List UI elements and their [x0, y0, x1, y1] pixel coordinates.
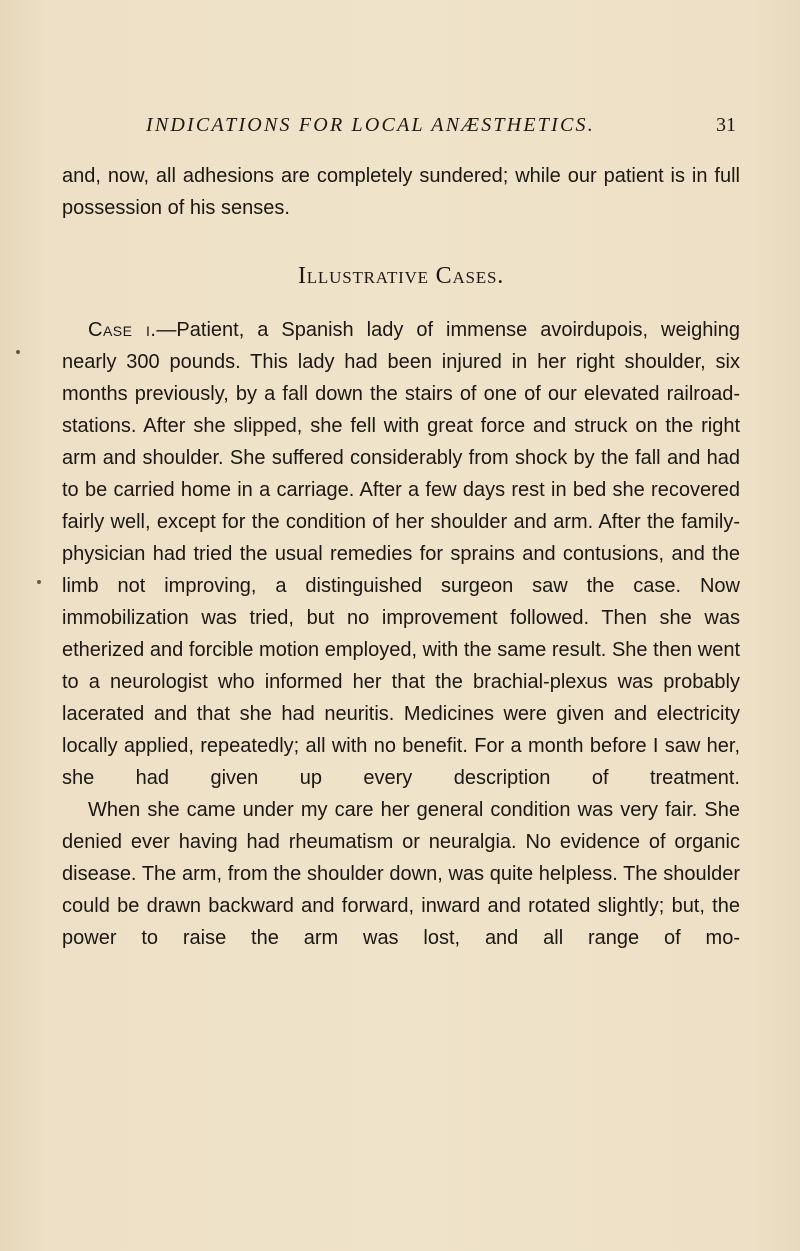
body-text: [62, 160, 740, 954]
case-label: Case i.: [88, 319, 157, 341]
page-speck: [16, 350, 20, 354]
intro-paragraph: and, now, all adhesions are completely sundered; while our patient is in full possession of his senses.: [62, 165, 740, 219]
case-1-paragraph: [62, 314, 740, 794]
paragraph-2: When she came under my care her general condition was very fair. She denied ever having had rheumatism or neuralgia. No evidence of organic disease. The arm, from the shoulder down, was quite helpless. The shoulder could be drawn backward and forward, inward and rotated slightly; but, the power to raise the arm was lost, and all range of mo-: [62, 799, 740, 949]
page-number: 31: [716, 114, 736, 136]
case-1-text: —Patient, a Spanish lady of immense avoirdupois, weighing nearly 300 pounds. This lady had been injured in her right shoulder, six months previously, by a fall down the stairs of one of our elevated railroad-stations. After she slipped, she fell with great force and struck on the right arm and shoulder. She suffered considerably from shock by the fall and had to be carried home in a carriage. After a few days rest in bed she recovered fairly well, except for the condition of her shoulder and arm. After the family-physician had tried the usual remedies for sprains and contusions, and the limb not improving, a distinguished surgeon saw the case. Now immobilization was tried, but no improvement followed. Then she was etherized and forcible motion employed, with the same result. She then went to a neurologist who informed her that the brachial-plexus was probably lacerated and that she had neuritis. Medicines were given and electricity locally applied, repeatedly; all with no benefit. For a month before I saw her, she had given up every description of treatment.: [62, 319, 740, 789]
section-heading: Illustrative Cases.: [297, 263, 505, 289]
running-title: INDICATIONS FOR LOCAL ANÆSTHETICS.: [146, 114, 595, 136]
page-speck: [37, 580, 41, 584]
running-header: [146, 114, 736, 142]
